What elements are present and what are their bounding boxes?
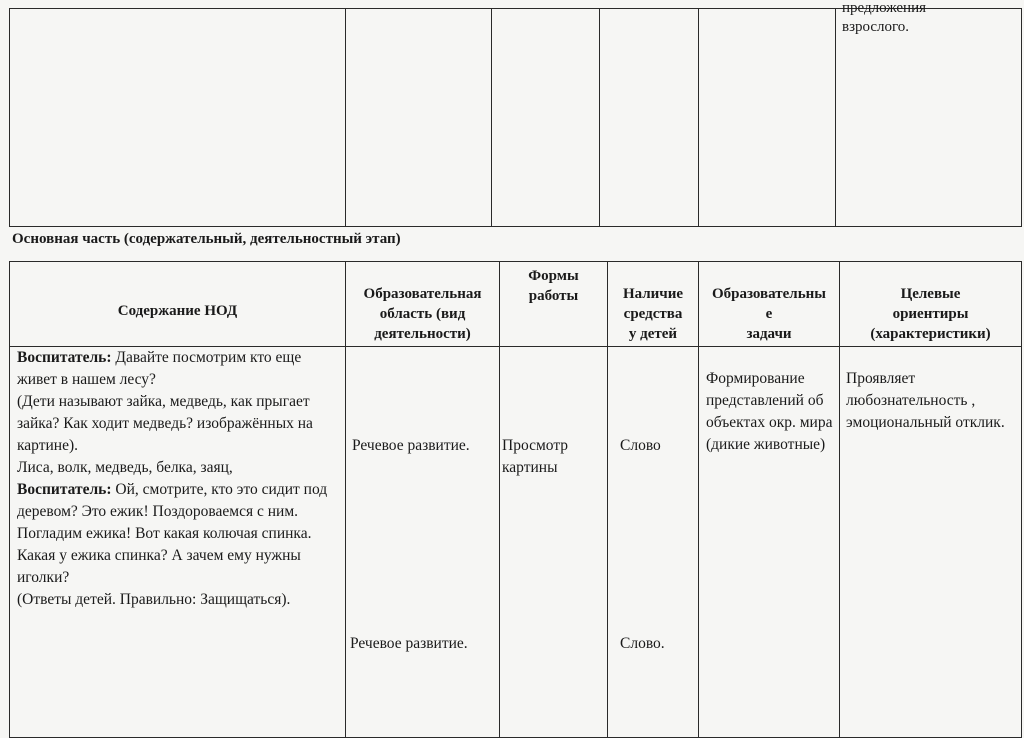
body-row [10,347,1022,738]
header-tasks: Образовательны е задачи [699,262,840,347]
prev-cell-area [346,9,492,227]
forms-value: Просмотр картины [502,437,569,476]
prev-targets-line: предложения [842,0,927,16]
means-value: Слово. [620,635,665,652]
area-cell [346,347,500,738]
area-value: Речевое развитие. [352,437,470,454]
header-row [10,262,1022,347]
header-area: Образовательная область (вид деятельности) [346,262,500,347]
prev-cell-tasks [699,9,836,227]
header-forms: Формы работы [500,262,608,347]
tasks-cell [699,347,840,738]
prev-cell-means [600,9,699,227]
means-value: Слово [620,437,661,454]
targets-value: Проявляет любознательность , эмоциональный отклик. [846,370,1005,431]
prev-cell-form [492,9,600,227]
content-paragraph: Воспитатель: Ой, смотрите, кто это сидит под деревом? Это ежик! Поздороваемся с ним. Погладим ежика! Вот какая колючая спинка. Какая у ежика спинка? А зачем ему нужны иголки? [17,481,328,586]
prev-cell-content [10,9,346,227]
previous-stage-table [9,0,1022,227]
content-paragraph: Воспитатель: Давайте посмотрим кто еще живет в нашем лесу? [17,349,302,388]
header-content: Содержание НОД [10,262,346,347]
content-paragraph: (Ответы детей. Правильно: Защищаться). [17,591,291,608]
tasks-value: Формирование представлений об объектах окр. мира (дикие животные) [706,370,833,453]
area-value: Речевое развитие. [350,635,468,652]
forms-cell [500,347,608,738]
section-heading: Основная часть (содержательный, деятельностный этап) [12,231,401,247]
content-cell [10,347,346,738]
content-paragraph: (Дети называют зайка, медведь, как прыгает зайка? Как ходит медведь? изображённых на картине). [17,393,313,454]
means-cell [608,347,699,738]
main-part-table [9,261,1022,738]
content-paragraph: Лиса, волк, медведь, белка, заяц, [17,459,233,476]
targets-cell [840,347,1022,738]
header-targets: Целевые ориентиры (характеристики) [840,262,1022,347]
header-means: Наличие средства у детей [608,262,699,347]
prev-targets-line: взрослого. [842,19,910,35]
prev-cell-targets [836,0,1022,227]
